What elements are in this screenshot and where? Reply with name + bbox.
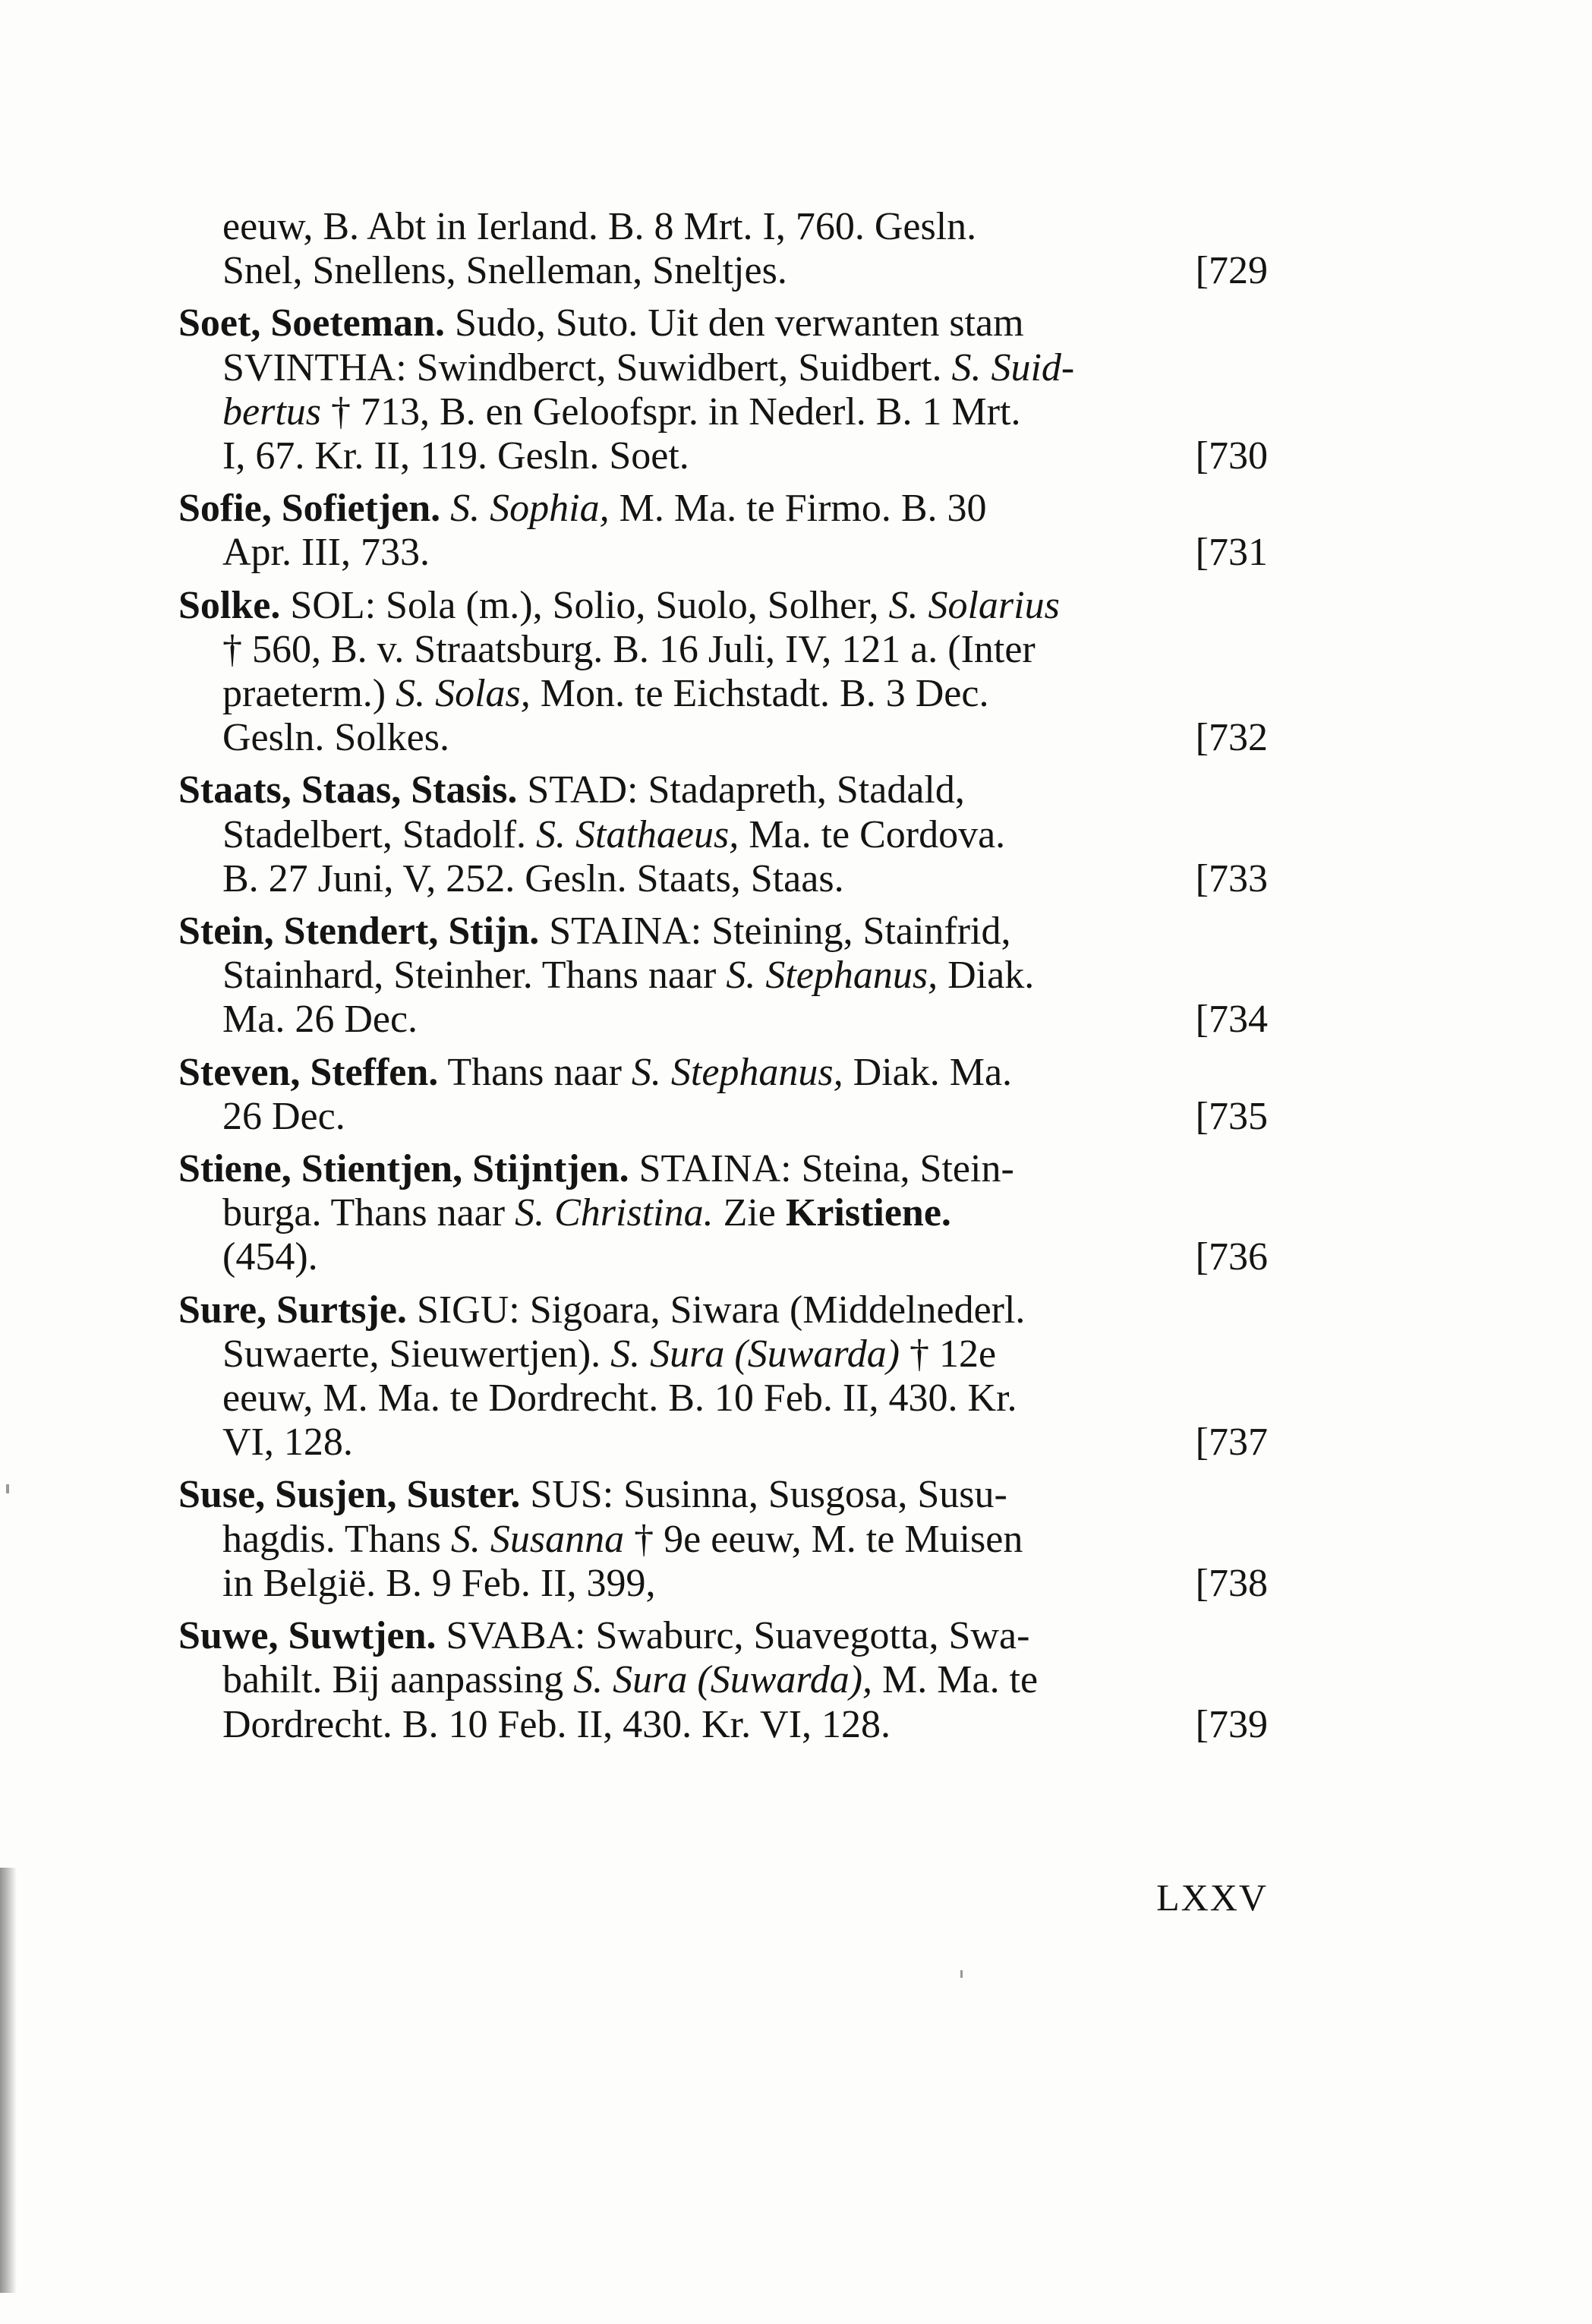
saint-name: S. Sura (Suwarda) bbox=[610, 1332, 900, 1376]
line-text bbox=[178, 487, 987, 531]
line-text bbox=[222, 205, 976, 249]
line-text bbox=[222, 249, 787, 293]
entry-number: [730 bbox=[1195, 434, 1268, 478]
entry-continuation-line bbox=[178, 346, 1268, 390]
text-segment: praeterm.) bbox=[222, 672, 396, 716]
entry-continuation-line bbox=[178, 1562, 1268, 1606]
entry-continuation-line bbox=[178, 1332, 1268, 1376]
line-text bbox=[222, 954, 1034, 998]
line-text bbox=[222, 1562, 656, 1606]
text-segment: STAINA: Steining, Stainfrid, bbox=[539, 910, 1011, 954]
line-text bbox=[222, 1191, 951, 1235]
text-segment: 26 Dec. bbox=[222, 1094, 345, 1138]
headword: Solke. bbox=[178, 583, 281, 627]
entry-number: [738 bbox=[1195, 1561, 1268, 1605]
line-text bbox=[222, 434, 689, 478]
text-segment: SUS: Susinna, Susgosa, Susu- bbox=[520, 1473, 1007, 1517]
saint-name: bertus bbox=[222, 389, 321, 434]
entry-headword-line bbox=[178, 768, 1268, 812]
headword: Stiene, Stientjen, Stijntjen. bbox=[178, 1147, 629, 1191]
line-text bbox=[178, 768, 965, 812]
text-segment: Ma. te Cordova. bbox=[739, 812, 1006, 856]
text-segment: hagdis. Thans bbox=[222, 1517, 451, 1561]
text-segment: (454). bbox=[222, 1235, 318, 1279]
entry-continuation-line bbox=[178, 628, 1268, 672]
text-segment: burga. Thans naar bbox=[222, 1191, 515, 1235]
headword: Stein, Stendert, Stijn. bbox=[178, 910, 540, 954]
text-segment: Gesln. Solkes. bbox=[222, 716, 449, 760]
entry-continuation-line bbox=[178, 1658, 1268, 1702]
entry-number: [736 bbox=[1195, 1235, 1268, 1279]
dictionary-column bbox=[178, 205, 1268, 1747]
entry-continuation-line bbox=[178, 1191, 1268, 1235]
line-text bbox=[222, 1518, 1023, 1562]
saint-name: S. Stathaeus, bbox=[536, 812, 739, 856]
saint-name: S. Sophia, bbox=[450, 487, 610, 531]
text-segment: Ma. 26 Dec. bbox=[222, 998, 418, 1042]
text-segment: STAD: Stadapreth, Stadald, bbox=[517, 768, 965, 812]
entry-continuation-line bbox=[178, 531, 1268, 575]
text-segment: VI, 128. bbox=[222, 1421, 353, 1465]
entry-number: [737 bbox=[1195, 1421, 1268, 1465]
entry-continuation-line bbox=[178, 1703, 1268, 1747]
entry-headword-line bbox=[178, 910, 1268, 954]
entry-number: [734 bbox=[1195, 998, 1268, 1042]
entry-headword-line bbox=[178, 584, 1268, 628]
text-segment: Dordrecht. B. 10 Feb. II, 430. Kr. VI, 128. bbox=[222, 1702, 891, 1746]
text-segment: STAINA: Steina, Stein- bbox=[629, 1147, 1014, 1191]
scan-speck bbox=[6, 1484, 9, 1493]
entry-number: [731 bbox=[1195, 531, 1268, 575]
entry-continuation-line bbox=[178, 813, 1268, 857]
text-segment: SVABA: Swaburc, Suavegotta, Swa- bbox=[436, 1614, 1030, 1658]
line-text bbox=[222, 1703, 891, 1747]
saint-name: S. Stephanus, bbox=[631, 1050, 843, 1094]
line-text bbox=[178, 301, 1024, 345]
entry-headword-line bbox=[178, 487, 1268, 531]
headword: Soet, Soeteman. bbox=[178, 301, 445, 345]
line-text bbox=[178, 1288, 1025, 1332]
saint-name: S. Sura (Suwarda), bbox=[573, 1658, 873, 1702]
entry-continuation-line bbox=[178, 954, 1268, 998]
entry-number: [729 bbox=[1195, 249, 1268, 293]
text-segment: Snel, Snellens, Snelleman, Sneltjes. bbox=[222, 249, 787, 293]
headword: Suse, Susjen, Suster. bbox=[178, 1473, 521, 1517]
text-segment: † 560, B. v. Straatsburg. B. 16 Juli, IV, 121 a. (Inter bbox=[222, 627, 1036, 671]
entry-headword-line bbox=[178, 1051, 1268, 1095]
entry-continuation-line bbox=[178, 249, 1268, 293]
text-segment: † 713, B. en Geloofspr. in Nederl. B. 1 Mrt. bbox=[321, 389, 1021, 434]
entry-continuation-line bbox=[178, 1235, 1268, 1279]
line-text bbox=[178, 1473, 1007, 1517]
entry-number: [733 bbox=[1195, 856, 1268, 900]
headword: Sure, Surtsje. bbox=[178, 1288, 407, 1332]
text-segment: M. Ma. te bbox=[872, 1658, 1039, 1702]
text-segment: SIGU: Sigoara, Siwara (Middelnederl. bbox=[406, 1288, 1026, 1332]
text-segment: Stadelbert, Stadolf. bbox=[222, 812, 537, 856]
text-segment bbox=[440, 487, 450, 530]
text-segment: M. Ma. te Firmo. B. 30 bbox=[609, 487, 987, 531]
scan-binding-shadow bbox=[0, 1868, 17, 2293]
entry-continuation-line bbox=[178, 716, 1268, 760]
text-segment: Zie bbox=[713, 1191, 786, 1235]
headword: Kristiene. bbox=[785, 1191, 951, 1235]
entry-continuation-line bbox=[178, 1376, 1268, 1421]
entry-continuation-line bbox=[178, 857, 1268, 901]
text-segment: eeuw, B. Abt in Ierland. B. 8 Mrt. I, 760. Gesln. bbox=[222, 205, 977, 248]
line-text bbox=[222, 346, 1074, 390]
entry-headword-line bbox=[178, 1147, 1268, 1191]
entry-continuation-line bbox=[178, 1518, 1268, 1562]
line-text bbox=[222, 813, 1005, 857]
headword: Sofie, Sofietjen. bbox=[178, 487, 441, 531]
text-segment: Diak. bbox=[938, 954, 1035, 998]
line-text bbox=[222, 390, 1020, 434]
line-text bbox=[222, 716, 449, 760]
headword: Steven, Steffen. bbox=[178, 1050, 439, 1094]
text-segment: Thans naar bbox=[438, 1050, 632, 1094]
line-text bbox=[222, 1235, 318, 1279]
saint-name: S. Stephanus, bbox=[726, 954, 938, 998]
text-segment: B. 27 Juni, V, 252. Gesln. Staats, Staas. bbox=[222, 856, 844, 900]
entry-continuation-line bbox=[178, 1095, 1268, 1139]
line-text bbox=[222, 628, 1036, 672]
entry-number: [735 bbox=[1195, 1094, 1268, 1138]
text-segment: Stainhard, Steinher. Thans naar bbox=[222, 954, 727, 998]
entry-number: [732 bbox=[1195, 716, 1268, 760]
line-text bbox=[222, 857, 844, 901]
saint-name: S. Susanna bbox=[450, 1517, 625, 1561]
entry-continuation-line bbox=[178, 390, 1268, 434]
entry-number: [739 bbox=[1195, 1702, 1268, 1746]
text-segment: Diak. Ma. bbox=[843, 1050, 1013, 1094]
entry-continuation-line bbox=[178, 205, 1268, 249]
text-segment: I, 67. Kr. II, 119. Gesln. Soet. bbox=[222, 434, 689, 478]
line-text bbox=[222, 1421, 353, 1465]
entry-headword-line bbox=[178, 1614, 1268, 1658]
entry-continuation-line bbox=[178, 998, 1268, 1042]
text-segment: SVINTHA: Swindberct, Suwidbert, Suidbert. bbox=[222, 345, 952, 389]
headword: Suwe, Suwtjen. bbox=[178, 1614, 437, 1658]
text-segment: Apr. III, 733. bbox=[222, 531, 430, 575]
line-text bbox=[178, 1614, 1029, 1658]
line-text bbox=[178, 1051, 1012, 1095]
text-segment: eeuw, M. Ma. te Dordrecht. B. 10 Feb. II, 430. Kr. bbox=[222, 1376, 1017, 1421]
line-text bbox=[178, 910, 1011, 954]
text-segment: Suwaerte, Sieuwertjen). bbox=[222, 1332, 611, 1376]
text-segment: † 9e eeuw, M. te Muisen bbox=[624, 1517, 1023, 1561]
entry-headword-line bbox=[178, 1288, 1268, 1332]
scan-speck bbox=[960, 1970, 963, 1978]
text-segment: Mon. te Eichstadt. B. 3 Dec. bbox=[530, 672, 989, 716]
line-text bbox=[222, 1332, 996, 1376]
line-text bbox=[222, 531, 430, 575]
entry-continuation-line bbox=[178, 672, 1268, 716]
text-segment: † 12e bbox=[900, 1332, 997, 1376]
page-number: LXXV bbox=[1156, 1876, 1268, 1919]
entry-continuation-line bbox=[178, 434, 1268, 478]
saint-name: S. Solas, bbox=[396, 672, 531, 716]
saint-name: S. Solarius bbox=[888, 583, 1060, 627]
line-text bbox=[178, 1147, 1014, 1191]
saint-name: S. Suid- bbox=[951, 345, 1075, 389]
line-text bbox=[222, 1095, 345, 1139]
text-segment: SOL: Sola (m.), Solio, Suolo, Solher, bbox=[280, 583, 889, 627]
saint-name: S. Christina. bbox=[515, 1191, 714, 1235]
line-text bbox=[222, 1376, 1017, 1421]
text-segment: in België. B. 9 Feb. II, 399, bbox=[222, 1561, 656, 1605]
entry-continuation-line bbox=[178, 1421, 1268, 1465]
line-text bbox=[222, 1658, 1038, 1702]
entry-headword-line bbox=[178, 1473, 1268, 1517]
headword: Staats, Staas, Stasis. bbox=[178, 768, 518, 812]
line-text bbox=[178, 584, 1060, 628]
text-segment: bahilt. Bij aanpassing bbox=[222, 1658, 574, 1702]
line-text bbox=[222, 998, 418, 1042]
line-text bbox=[222, 672, 988, 716]
text-segment: Sudo, Suto. Uit den verwanten stam bbox=[444, 301, 1024, 345]
entry-headword-line bbox=[178, 301, 1268, 345]
